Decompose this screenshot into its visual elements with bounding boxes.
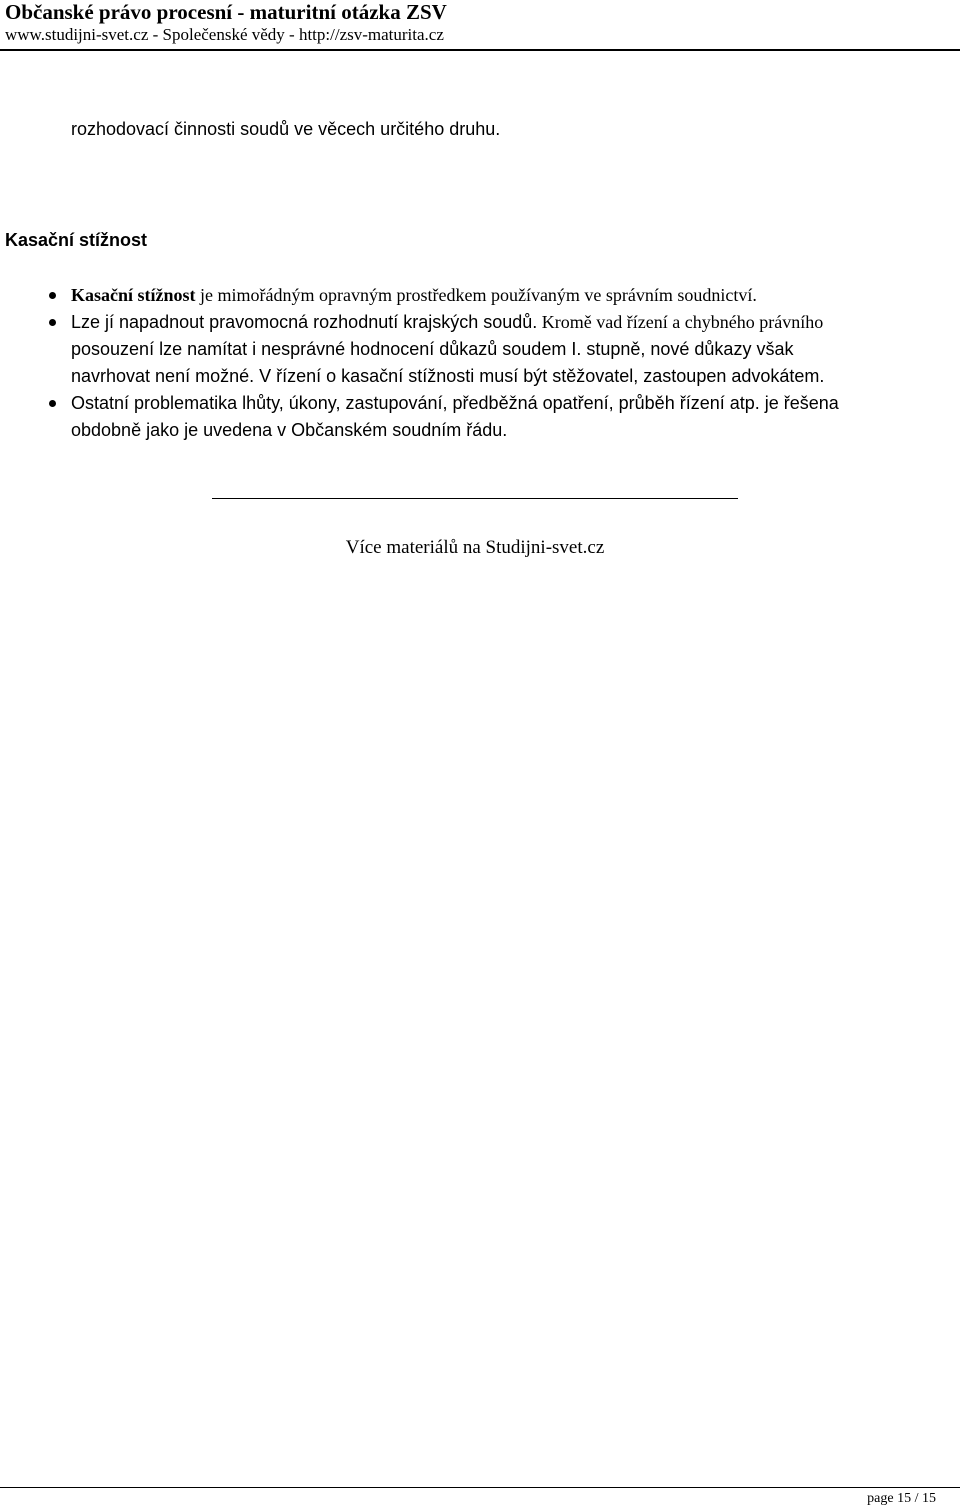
list-item-text: Ostatní problematika lhůty, úkony, zastupování, předběžná opatření, průběh řízení atp. (71, 393, 760, 413)
continued-paragraph: rozhodovací činnosti soudů ve věcech určitého druhu. (71, 119, 501, 139)
section-heading: Kasační stížnost (5, 230, 148, 250)
list-item-text: Kromě vad řízení a chybného právního (537, 312, 824, 332)
list-item-text: je řešena (759, 393, 839, 413)
list-item-text: obdobně jako je uvedena v Občanském soudním řádu. (71, 420, 508, 440)
list-item-text: Lze jí napadnout pravomocná rozhodnutí krajských soudů. (71, 312, 538, 332)
bullet-list (71, 282, 956, 444)
bullet-icon (49, 400, 56, 407)
bullet-icon (49, 292, 56, 299)
content-divider (212, 498, 738, 499)
header-divider (0, 49, 960, 51)
more-materials-link[interactable]: Více materiálů na Studijni-svet.cz (345, 537, 605, 558)
bullet-icon (49, 319, 56, 326)
list-item-text: je mimořádným opravným prostředkem používaným ve správním soudnictví. (195, 285, 757, 305)
term-bold: Kasační stížnost (71, 285, 196, 305)
list-item-text: posouzení lze namítat i nesprávné hodnocení důkazů soudem I. (71, 339, 582, 359)
list-item (71, 282, 956, 309)
list-item-text: navrhovat není možné. (71, 366, 255, 386)
footer-divider (0, 1487, 960, 1488)
page-number: page 15 / 15 (867, 1491, 936, 1506)
list-item-text: stupně, nové důkazy však (581, 339, 794, 359)
page-header (5, 0, 957, 46)
list-item (71, 390, 956, 444)
list-item-text: V řízení o kasační stížnosti musí být stěžovatel, zastoupen advokátem. (254, 366, 825, 386)
list-item (71, 309, 956, 390)
document-title: Občanské právo procesní - maturitní otázka ZSV (5, 0, 447, 24)
document-subtitle: www.studijni-svet.cz - Společenské vědy - http://zsv-maturita.cz (5, 25, 444, 44)
